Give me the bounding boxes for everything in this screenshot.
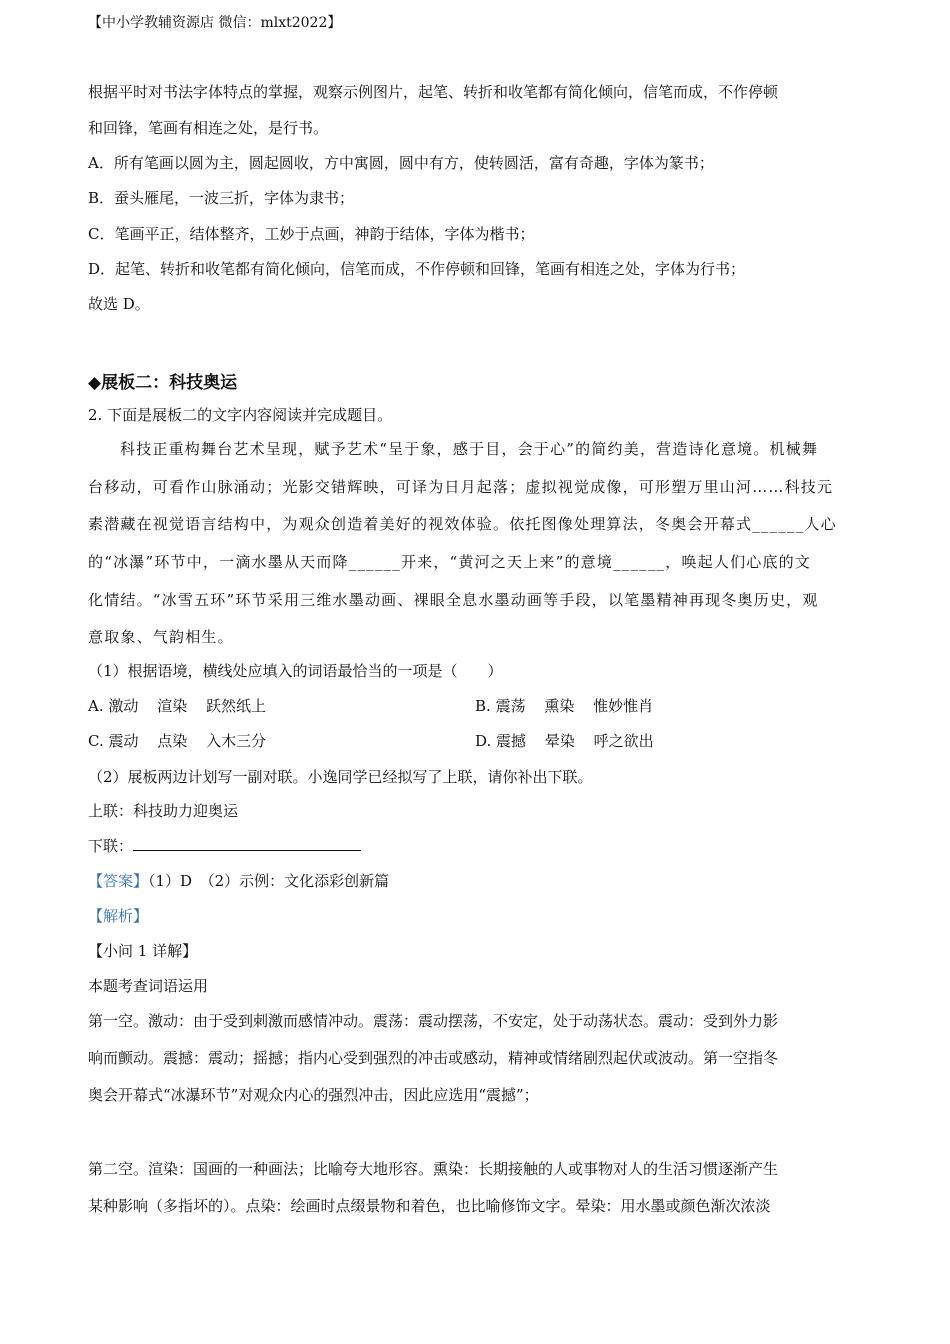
analysis-topic: 本题考查词语运用 xyxy=(88,977,209,995)
option-a-word-3: 跃然纸上 xyxy=(205,697,266,715)
analysis-p1-line-3: 奥会开幕式“冰瀑环节”对观众内心的强烈冲击，因此应选用“震撼”； xyxy=(88,1086,539,1104)
option-d-word-2: 晕染 xyxy=(544,732,575,750)
intro-line-1: 根据平时对书法字体特点的掌握，观察示例图片，起笔、转折和收笔都有简化倾向，信笔而成，不作停顿 xyxy=(88,83,779,101)
lower-couplet-label: 下联： xyxy=(88,837,134,855)
option-b xyxy=(475,696,653,716)
intro-choice: 故选 D。 xyxy=(88,295,150,313)
question-stem: 2. 下面是展板二的文字内容阅读并完成题目。 xyxy=(88,406,393,424)
option-c-word-3: 入木三分 xyxy=(206,732,267,750)
answer-tag: 【答案】 xyxy=(88,872,149,890)
passage-line-4: 的“冰瀑”环节中，一滴水墨从天而降______开来，“黄河之天上来”的意境______，唤起人们心底的文 xyxy=(88,553,812,571)
sub-question-1: （1）根据语境，横线处应填入的词语最恰当的一项是（ ） xyxy=(88,662,503,680)
intro-option-b: B．蚕头雁尾，一波三折，字体为隶书； xyxy=(88,189,355,207)
option-b-word-1: 震荡 xyxy=(495,697,526,715)
lower-couplet-blank[interactable] xyxy=(133,836,361,851)
option-b-word-2: 熏染 xyxy=(544,697,575,715)
option-c-letter: C. xyxy=(88,732,104,750)
passage-line-5: 化情结。“冰雪五环”环节采用三维水墨动画、裸眼全息水墨动画等手段，以笔墨精神再现冬奥历史，观 xyxy=(88,591,819,609)
lower-couplet xyxy=(88,836,361,856)
analysis-p2-line-1: 第二空。渲染：国画的一种画法；比喻夸大地形容。熏染：长期接触的人或事物对人的生活习惯逐渐产生 xyxy=(88,1160,779,1178)
intro-line-2: 和回锋，笔画有相连之处，是行书。 xyxy=(88,119,329,137)
intro-option-d: D．起笔、转折和收笔都有简化倾向，信笔而成，不作停顿和回锋，笔画有相连之处，字体为行书； xyxy=(88,260,746,278)
option-c-word-1: 震动 xyxy=(108,732,139,750)
intro-option-c: C．笔画平正，结体整齐，工妙于点画，神韵于结体，字体为楷书； xyxy=(88,225,535,243)
option-d xyxy=(475,731,654,751)
option-c-word-2: 点染 xyxy=(157,732,188,750)
passage-line-1: 科技正重构舞台艺术呈现，赋予艺术“呈于象，感于目，会于心”的简约美，营造诗化意境。机械舞 xyxy=(120,440,819,458)
sub-question-2: （2）展板两边计划写一副对联。小逸同学已经拟写了上联，请你补出下联。 xyxy=(88,768,593,786)
option-d-letter: D. xyxy=(475,732,492,750)
passage-line-2: 台移动，可看作山脉涌动；光影交错辉映，可译为日月起落；虚拟视觉成像，可形塑万里山河……科技元 xyxy=(88,478,834,496)
option-b-letter: B. xyxy=(475,697,491,715)
option-d-word-3: 呼之欲出 xyxy=(593,732,654,750)
option-d-word-1: 震撼 xyxy=(496,732,527,750)
analysis-tag: 【解析】 xyxy=(88,907,149,925)
option-a-word-2: 渲染 xyxy=(157,697,188,715)
option-c xyxy=(88,731,266,751)
analysis-p2-line-2: 某种影响（多指坏的）。点染：绘画时点缀景物和着色，也比喻修饰文字。晕染：用水墨或颜色渐次浓淡 xyxy=(88,1197,771,1215)
option-b-word-3: 惟妙惟肖 xyxy=(593,697,654,715)
analysis-p1-line-1: 第一空。激动：由于受到刺激而感情冲动。震荡：震动摆荡，不安定，处于动荡状态。震动：受到外力影 xyxy=(88,1012,779,1030)
section-title: ◆展板二：科技奥运 xyxy=(88,373,238,393)
option-a xyxy=(88,696,266,716)
option-a-word-1: 激动 xyxy=(108,697,139,715)
answer-line xyxy=(88,871,389,891)
passage-line-3: 素潜藏在视觉语言结构中，为观众创造着美好的视效体验。依托图像处理算法，冬奥会开幕式______人心 xyxy=(88,515,837,533)
analysis-subtitle: 【小问 1 详解】 xyxy=(88,942,198,960)
analysis-p1-line-2: 响而颤动。震撼：震动；摇撼；指内心受到强烈的冲击或感动，精神或情绪剧烈起伏或波动。第一空指冬 xyxy=(88,1049,779,1067)
passage-line-6: 意取象、气韵相生。 xyxy=(88,628,234,646)
upper-couplet: 上联：科技助力迎奥运 xyxy=(88,802,239,820)
answer-text: （1）D （2）示例：文化添彩创新篇 xyxy=(148,872,390,890)
page-header: 【中小学教辅资源店 微信：mlxt2022】 xyxy=(88,15,342,31)
option-a-letter: A. xyxy=(88,697,104,715)
intro-option-a: A．所有笔画以圆为主，圆起圆收，方中寓圆，圆中有方，使转圆活，富有奇趣，字体为篆书； xyxy=(88,154,714,172)
